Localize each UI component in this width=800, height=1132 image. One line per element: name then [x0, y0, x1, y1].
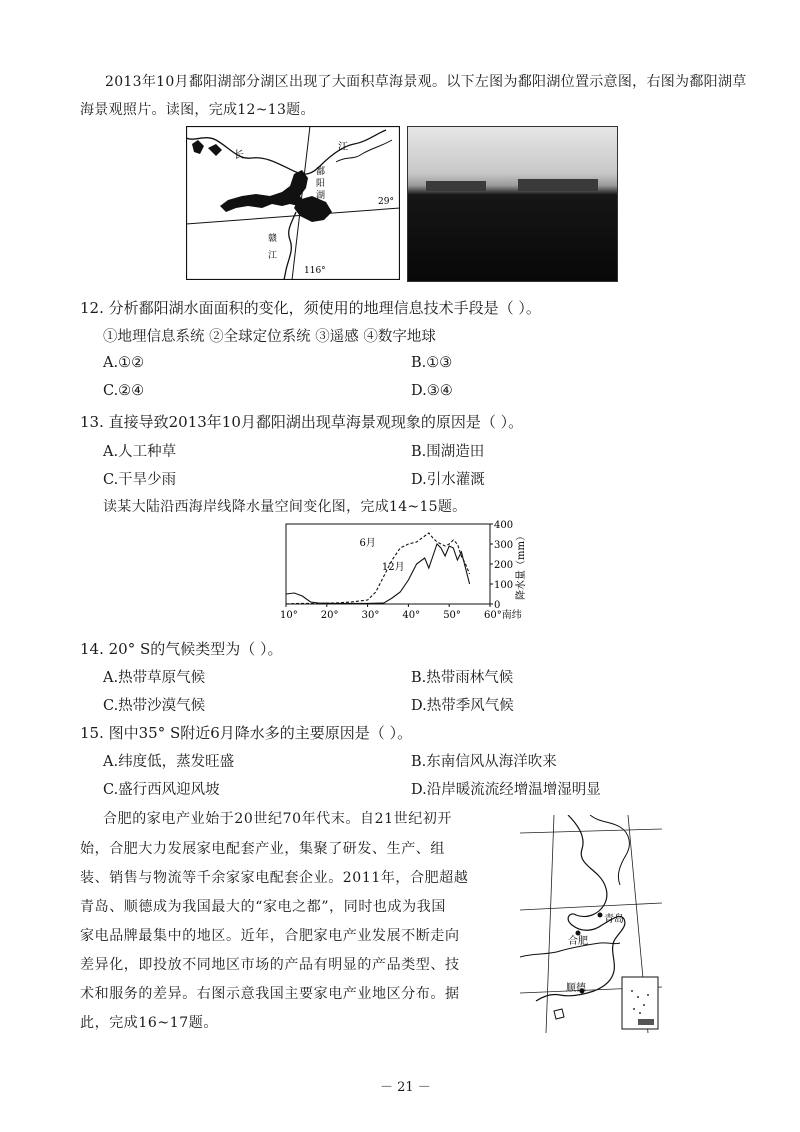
q15-option-c[interactable]: C.盛行西风迎风坡: [103, 782, 220, 798]
intro3-line-1: 合肥的家电产业始于20世纪70年代末。自21世纪初开: [103, 811, 453, 827]
map-label-gan: 赣: [268, 234, 278, 244]
q13-option-b[interactable]: B.围湖造田: [411, 444, 485, 460]
map-label-yang: 阳: [316, 179, 326, 189]
series-line-6月: [286, 533, 470, 604]
intro-2: 读某大陆沿西海岸线降水量空间变化图，完成14~15题。: [103, 499, 467, 515]
intro3-line-6: 差异化，即投放不同地区市场的产品有明显的产品类型、技: [80, 957, 460, 973]
y-tick-label: 300: [494, 540, 514, 551]
x-tick-label: 40°: [402, 610, 421, 621]
map-label-jiang: 江: [338, 142, 348, 153]
map-label-lon: 116°: [304, 266, 326, 276]
map-label-shunde: 顺德: [566, 983, 586, 994]
q14-option-d[interactable]: D.热带季风气候: [411, 698, 514, 714]
series-label-june: 6月: [359, 538, 376, 549]
x-tick-label: 50°: [443, 610, 461, 621]
intro-line-1: 2013年10月鄱阳湖部分湖区出现了大面积草海景观。以下左图为鄱阳湖位置示意图，右图为鄱阳湖草: [105, 74, 747, 90]
q14-option-c[interactable]: C.热带沙漠气候: [103, 698, 206, 714]
intro3-line-7: 术和服务的差异。右图示意我国主要家电产业地区分布。据: [80, 986, 460, 1002]
intro-line-2: 海景观照片。读图，完成12~13题。: [80, 102, 315, 118]
q14-option-b[interactable]: B.热带雨林气候: [411, 670, 514, 686]
map-label-hu: 湖: [316, 191, 326, 201]
page-number: － 21 －: [380, 1080, 431, 1095]
q13-option-c[interactable]: C.干旱少雨: [103, 472, 177, 488]
precipitation-chart: [278, 516, 538, 624]
q15-option-d[interactable]: D.沿岸暖流流经增温增湿明显: [411, 782, 601, 798]
q14-stem: 14. 20° S的气候类型为（ ）。: [80, 640, 283, 658]
appliance-industry-map: [520, 815, 662, 1033]
q12-option-b[interactable]: B.①③: [411, 355, 453, 371]
hefei-marker: [576, 931, 581, 936]
y-axis-label: 降水量（mm）: [516, 531, 527, 600]
q13-option-d[interactable]: D.引水灌溉: [411, 472, 485, 488]
q12-option-a[interactable]: A.①②: [103, 355, 145, 371]
q12-option-d[interactable]: D.③④: [411, 383, 453, 399]
q12-option-c[interactable]: C.②④: [103, 383, 145, 399]
map-label-chang: 长: [234, 150, 244, 161]
y-tick-label: 200: [494, 560, 514, 571]
q14-option-a[interactable]: A.热带草原气候: [103, 670, 206, 686]
y-tick-label: 400: [494, 520, 514, 531]
grass-sea-photo: [407, 126, 618, 282]
intro3-line-2: 始，合肥大力发展家电配套产业，集聚了研发、生产、组: [80, 841, 445, 857]
series-label-december: 12月: [381, 562, 405, 573]
q15-option-b[interactable]: B.东南信风从海洋吹来: [411, 754, 557, 770]
y-tick-label: 100: [494, 580, 514, 591]
map-label-lat: 29°: [378, 197, 394, 207]
q12-choices: ①地理信息系统 ②全球定位系统 ③遥感 ④数字地球: [103, 329, 436, 345]
x-tick-label: 20°: [320, 610, 339, 621]
q15-option-a[interactable]: A.纬度低，蒸发旺盛: [103, 754, 235, 770]
poyang-location-map: [186, 126, 400, 280]
x-tick-label: 30°: [361, 610, 380, 621]
intro3-line-3: 装、销售与物流等千余家家电配套企业。2011年，合肥超越: [80, 870, 469, 886]
series-line-12月: [286, 544, 470, 603]
y-tick-label: 0: [494, 600, 501, 611]
q13-option-a[interactable]: A.人工种草: [103, 444, 177, 460]
q13-stem: 13. 直接导致2013年10月鄱阳湖出现草海景观现象的原因是（ ）。: [80, 413, 524, 431]
map-label-jiang2: 江: [268, 251, 278, 261]
qingdao-marker: [598, 913, 603, 918]
x-tick-label: 10°: [280, 610, 298, 621]
intro3-line-8: 此，完成16~17题。: [80, 1015, 218, 1031]
map-label-qingdao: 青岛: [604, 914, 624, 925]
map-label-po: 鄱: [316, 167, 326, 177]
q12-stem: 12. 分析鄱阳湖水面面积的变化，须使用的地理信息技术手段是（ ）。: [80, 299, 541, 317]
intro3-line-4: 青岛、顺德成为我国最大的“家电之都”，同时也成为我国: [80, 899, 446, 915]
intro3-line-5: 家电品牌最集中的地区。近年，合肥家电产业发展不断走向: [80, 928, 460, 944]
map-label-hefei: 合肥: [568, 936, 588, 947]
x-tick-label: 60°南纬: [484, 610, 522, 621]
q15-stem: 15. 图中35° S附近6月降水多的主要原因是（ ）。: [80, 724, 413, 742]
